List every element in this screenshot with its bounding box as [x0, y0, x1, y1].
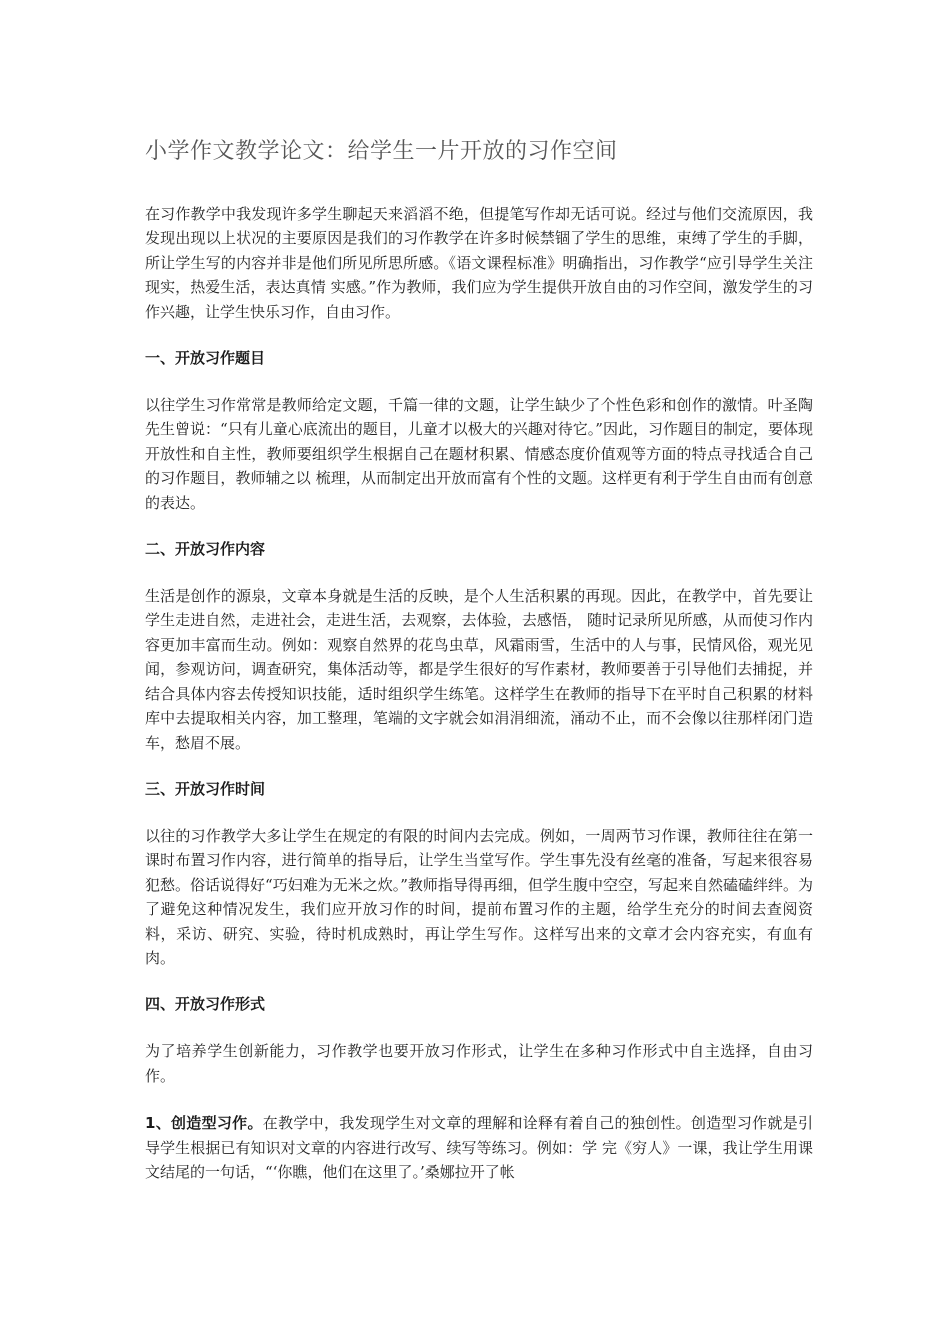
section-paragraph-topic: 以往学生习作常常是教师给定文题，千篇一律的文题，让学生缺少了个性色彩和创作的激情。叶圣陶先生曾说：“只有儿童心底流出的题目，儿童才以极大的兴趣对待它。”因此，习作题目的制定，要体现开放性和自主性，教师要组织学生根据自己在题材积累、情感态度价值观等方面的特点寻找适合自己的习作题目，教师辅之以 梳理，从而制定出开放而富有个性的文题。这样更有利于学生自由而有创意的表达。: [145, 396, 813, 512]
list-item-text: 在教学中，我发现学生对文章的理解和诠释有着自己的独创性。创造型习作就是引导学生根据已有知识对文章的内容进行改写、续写等练习。例如：学 完《穷人》一课，我让学生用课文结尾的一句话，“‘你瞧，他们在这里了。’桑娜拉开了帐: [145, 1114, 813, 1181]
section-paragraph-time: 以往的习作教学大多让学生在规定的有限的时间内去完成。例如，一周两节习作课，教师往往在第一课时布置习作内容，进行简单的指导后，让学生当堂写作。学生事先没有丝毫的准备，写起来很容易犯愁。俗话说得好“巧妇难为无米之炊。”教师指导得再细，但学生腹中空空，写起来自然磕磕绊绊。为了避免这种情况发生，我们应开放习作的时间，提前布置习作的主题，给学生充分的时间去查阅资料，采访、研究、实验，待时机成熟时，再让学生写作。这样写出来的文章才会内容充实，有血有肉。: [145, 826, 813, 967]
document-title: 小学作文教学论文：给学生一片开放的习作空间: [145, 139, 618, 164]
document-body: [145, 136, 813, 1207]
section-heading-content: 二、开放习作内容: [145, 540, 266, 559]
intro-paragraph: 在习作教学中我发现许多学生聊起天来滔滔不绝，但提笔写作却无话可说。经过与他们交流原因，我发现出现以上状况的主要原因是我们的习作教学在许多时候禁锢了学生的思维，束缚了学生的手脚，所让学生写的内容并非是他们所见所思所感。《语文课程标准》明确指出，习作教学“应引导学生关注现实，热爱生活，表达真情 实感。”作为教师，我们应为学生提供开放自由的习作空间，激发学生的习作兴趣，让学生快乐习作，自由习作。: [145, 205, 813, 321]
section-heading-time: 三、开放习作时间: [145, 779, 266, 798]
list-item-creative-writing: [145, 1111, 813, 1184]
section-paragraph-form: 为了培养学生创新能力，习作教学也要开放习作形式，让学生在多种习作形式中自主选择，自由习作。: [145, 1042, 813, 1085]
section-heading-form: 四、开放习作形式: [145, 995, 266, 1014]
list-item-lead: 1、创造型习作。: [145, 1114, 263, 1133]
section-heading-topic: 一、开放习作题目: [145, 349, 266, 368]
section-paragraph-content: 生活是创作的源泉，文章本身就是生活的反映，是个人生活积累的再现。因此，在教学中，首先要让学生走进自然，走进社会，走进生活，去观察，去体验，去感悟， 随时记录所见所感，从而使习作内容更加丰富而生动。例如：观察自然界的花鸟虫草，风霜雨雪，生活中的人与事，民情风俗，观光见闻，参观访问，调查研究，集体活动等，都是学生很好的写作素材，教师要善于引导他们去捕捉，并结合具体内容去传授知识技能，适时组织学生练笔。这样学生在教师的指导下在平时自己积累的材料库中去提取相关内容，加工整理，笔端的文字就会如涓涓细流，涌动不止，而不会像以往那样闭门造车，愁眉不展。: [145, 587, 813, 752]
